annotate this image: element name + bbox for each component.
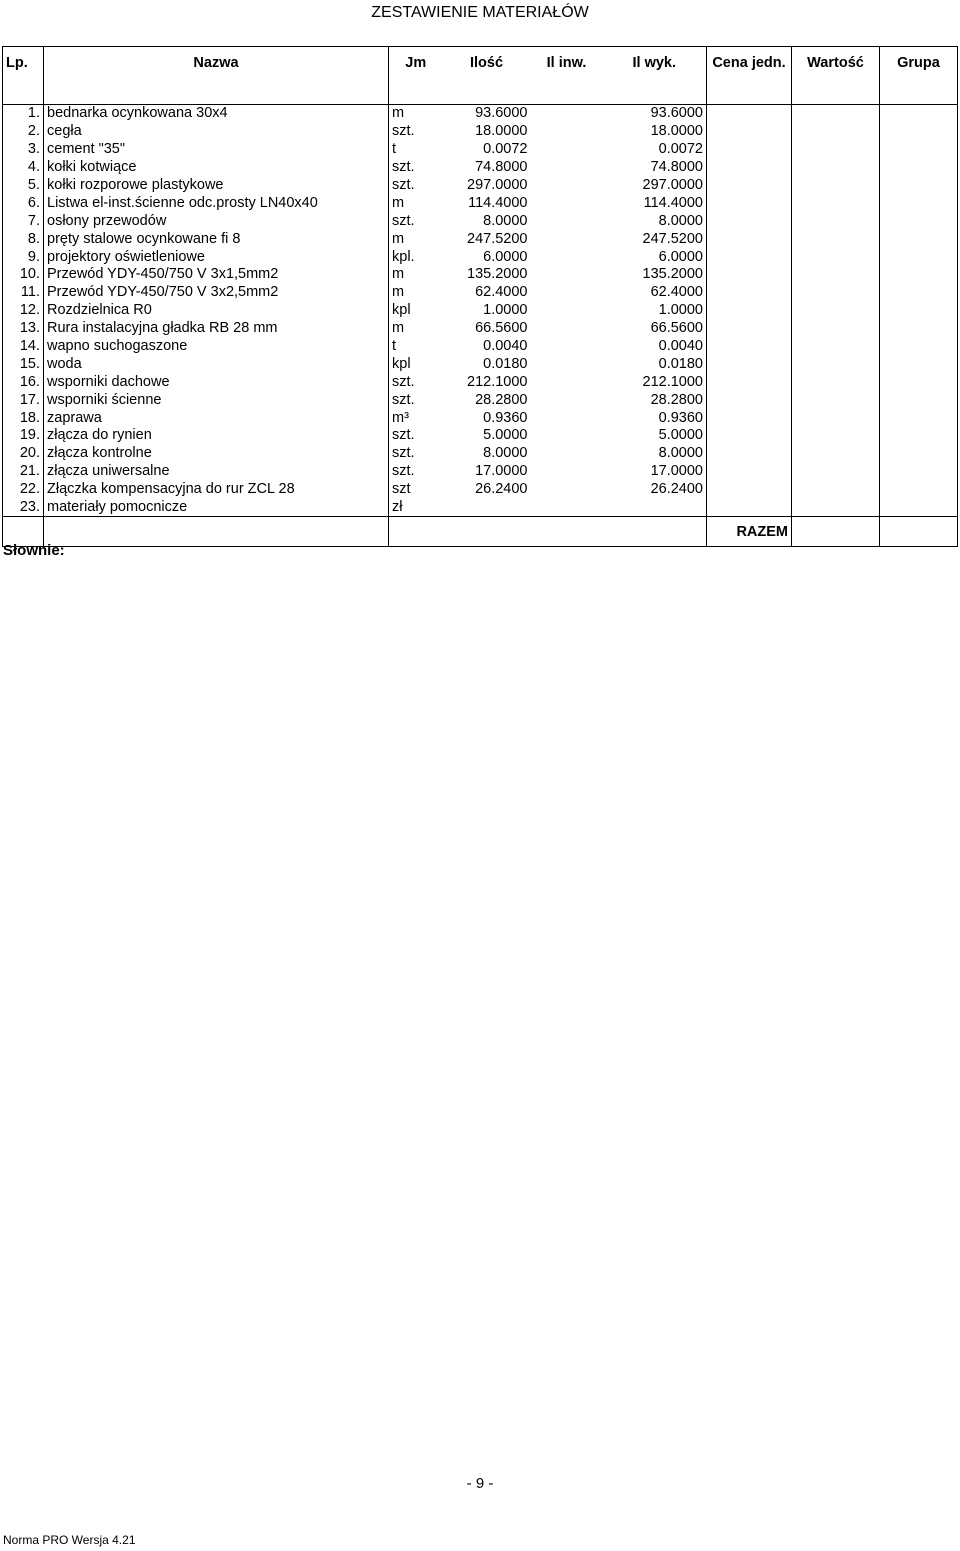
- cell-il-inw: [531, 481, 603, 499]
- cell-ilosc: 135.2000: [467, 266, 528, 283]
- cell-nazwa: wapno suchogaszone: [47, 338, 188, 355]
- table-row: [3, 266, 958, 284]
- cell-grupa: [880, 284, 958, 302]
- cell-nazwa: kołki rozporowe plastykowe: [47, 177, 224, 193]
- total-cell: [443, 517, 531, 547]
- cell-il-wyk: 18.0000: [650, 123, 703, 140]
- cell-grupa: [880, 320, 958, 338]
- cell-lp: 10.: [3, 266, 44, 284]
- cell-grupa: [880, 463, 958, 481]
- cell-il-wyk: 114.4000: [643, 194, 703, 211]
- table-row: [3, 373, 958, 391]
- cell-jm: m: [389, 105, 443, 123]
- cell-nazwa: cement "35": [47, 141, 126, 158]
- cell-wartosc: [792, 284, 880, 302]
- cell-nazwa: zaprawa: [47, 409, 102, 426]
- cell-lp: 16.: [3, 373, 44, 391]
- cell-il-inw: [531, 355, 603, 373]
- cell-cena: [707, 177, 792, 195]
- cell-il-wyk: 74.8000: [650, 159, 703, 176]
- total-cell: [880, 517, 958, 547]
- cell-lp: 21.: [3, 463, 44, 481]
- cell-ilosc: 0.0072: [483, 141, 528, 158]
- materials-table: [2, 46, 958, 547]
- cell-ilosc: 62.4000: [475, 284, 528, 301]
- cell-wartosc: [792, 212, 880, 230]
- header-cena-label: Cena jedn.: [712, 55, 786, 71]
- cell-nazwa: bednarka ocynkowana 30x4: [47, 105, 228, 122]
- total-label: RAZEM: [707, 517, 792, 547]
- table-body: [3, 105, 958, 547]
- cell-lp: 12.: [3, 302, 44, 320]
- cell-nazwa: złącza uniwersalne: [47, 463, 170, 480]
- cell-jm: kpl: [389, 302, 443, 320]
- cell-cena: [707, 194, 792, 212]
- footer-version: Norma PRO Wersja 4.21: [3, 1533, 136, 1547]
- cell-il-wyk: 17.0000: [650, 463, 703, 480]
- cell-grupa: [880, 266, 958, 284]
- cell-il-inw: [531, 391, 603, 409]
- header-lp: Lp.: [3, 47, 44, 105]
- cell-wartosc: [792, 248, 880, 266]
- cell-il-inw: [531, 445, 603, 463]
- cell-lp: 7.: [3, 212, 44, 230]
- table-row: [3, 409, 958, 427]
- cell-cena: [707, 463, 792, 481]
- total-row: [3, 517, 958, 547]
- total-cell: [389, 517, 443, 547]
- cell-grupa: [880, 445, 958, 463]
- cell-cena: [707, 123, 792, 141]
- cell-il-wyk: 0.0180: [658, 355, 703, 372]
- document-title: ZESTAWIENIE MATERIAŁÓW: [371, 4, 589, 21]
- table-row: [3, 302, 958, 320]
- cell-il-inw: [531, 338, 603, 356]
- cell-wartosc: [792, 481, 880, 499]
- cell-il-inw: [531, 194, 603, 212]
- cell-wartosc: [792, 338, 880, 356]
- cell-grupa: [880, 230, 958, 248]
- cell-cena: [707, 302, 792, 320]
- cell-ilosc: [443, 499, 531, 517]
- cell-il-wyk: 0.9360: [658, 409, 703, 426]
- cell-grupa: [880, 248, 958, 266]
- cell-nazwa: Przewód YDY-450/750 V 3x2,5mm2: [47, 284, 279, 301]
- cell-grupa: [880, 177, 958, 195]
- cell-ilosc: 0.9360: [483, 409, 528, 426]
- cell-il-wyk: 66.5600: [650, 320, 703, 337]
- cell-il-wyk: 62.4000: [650, 284, 703, 301]
- cell-il-inw: [531, 212, 603, 230]
- cell-ilosc: 212.1000: [467, 373, 528, 390]
- slownie-label: Słownie:: [3, 542, 65, 559]
- cell-wartosc: [792, 123, 880, 141]
- cell-ilosc: 5.0000: [483, 427, 528, 444]
- cell-jm: kpl: [389, 355, 443, 373]
- cell-jm: kpl.: [389, 248, 443, 266]
- cell-il-inw: [531, 159, 603, 177]
- cell-grupa: [880, 159, 958, 177]
- cell-nazwa: wsporniki dachowe: [47, 373, 170, 390]
- cell-ilosc: 66.5600: [475, 320, 528, 337]
- cell-il-wyk: 0.0072: [658, 141, 703, 158]
- cell-grupa: [880, 194, 958, 212]
- cell-il-inw: [531, 266, 603, 284]
- cell-nazwa: Złączka kompensacyjna do rur ZCL 28: [47, 481, 295, 498]
- header-wartosc: Wartość: [792, 47, 880, 105]
- cell-lp: 13.: [3, 320, 44, 338]
- cell-jm: szt.: [389, 177, 443, 195]
- cell-jm: szt.: [389, 445, 443, 463]
- cell-lp: 14.: [3, 338, 44, 356]
- header-ilosc: Ilość: [443, 47, 531, 105]
- cell-il-inw: [531, 123, 603, 141]
- cell-il-inw: [531, 141, 603, 159]
- total-cell: [531, 517, 603, 547]
- cell-grupa: [880, 391, 958, 409]
- cell-wartosc: [792, 463, 880, 481]
- table-row: [3, 177, 958, 195]
- cell-jm: szt.: [389, 391, 443, 409]
- cell-cena: [707, 212, 792, 230]
- cell-nazwa: złącza do rynien: [47, 427, 152, 444]
- cell-grupa: [880, 302, 958, 320]
- cell-nazwa: osłony przewodów: [47, 212, 167, 229]
- cell-grupa: [880, 338, 958, 356]
- cell-nazwa: złącza kontrolne: [47, 445, 152, 462]
- cell-lp: 6.: [3, 194, 44, 212]
- cell-wartosc: [792, 320, 880, 338]
- cell-il-wyk: [603, 499, 707, 517]
- total-cell: [792, 517, 880, 547]
- cell-nazwa: projektory oświetleniowe: [47, 248, 205, 265]
- cell-lp: 5.: [3, 177, 44, 195]
- cell-jm: t: [389, 141, 443, 159]
- cell-grupa: [880, 373, 958, 391]
- cell-lp: 15.: [3, 355, 44, 373]
- cell-wartosc: [792, 409, 880, 427]
- cell-lp: 18.: [3, 409, 44, 427]
- cell-il-inw: [531, 284, 603, 302]
- cell-jm: szt.: [389, 123, 443, 141]
- cell-lp: 17.: [3, 391, 44, 409]
- table-row: [3, 284, 958, 302]
- cell-cena: [707, 266, 792, 284]
- cell-il-wyk: 212.1000: [642, 373, 703, 390]
- cell-cena: [707, 105, 792, 123]
- header-il-inw: Il inw.: [531, 47, 603, 105]
- cell-cena: [707, 391, 792, 409]
- table-row: [3, 248, 958, 266]
- cell-il-wyk: 26.2400: [650, 481, 703, 498]
- cell-il-wyk: 1.0000: [658, 302, 703, 319]
- cell-il-inw: [531, 463, 603, 481]
- cell-ilosc: 74.8000: [475, 159, 528, 176]
- cell-il-inw: [531, 373, 603, 391]
- header-cena-jedn: [707, 47, 792, 105]
- cell-grupa: [880, 212, 958, 230]
- cell-il-wyk: 8.0000: [658, 445, 703, 462]
- cell-cena: [707, 284, 792, 302]
- cell-wartosc: [792, 391, 880, 409]
- cell-cena: [707, 338, 792, 356]
- cell-lp: 23.: [3, 499, 44, 517]
- cell-lp: 9.: [3, 248, 44, 266]
- table-row: [3, 141, 958, 159]
- cell-il-wyk: 8.0000: [658, 212, 703, 229]
- cell-nazwa: kołki kotwiące: [47, 159, 137, 176]
- cell-jm: szt.: [389, 463, 443, 481]
- cell-jm: t: [389, 338, 443, 356]
- cell-grupa: [880, 409, 958, 427]
- cell-jm: m: [389, 266, 443, 284]
- cell-jm: szt.: [389, 159, 443, 177]
- cell-ilosc: 26.2400: [475, 481, 528, 498]
- cell-wartosc: [792, 373, 880, 391]
- cell-ilosc: 8.0000: [483, 445, 528, 462]
- cell-wartosc: [792, 159, 880, 177]
- cell-ilosc: 0.0180: [483, 355, 528, 372]
- cell-nazwa: cegła: [47, 123, 82, 140]
- table-row: [3, 445, 958, 463]
- cell-nazwa: pręty stalowe ocynkowane fi 8: [47, 230, 241, 247]
- cell-cena: [707, 141, 792, 159]
- cell-il-wyk: 297.0000: [642, 177, 703, 193]
- cell-wartosc: [792, 194, 880, 212]
- cell-il-inw: [531, 302, 603, 320]
- cell-jm: szt.: [389, 373, 443, 391]
- cell-lp: 22.: [3, 481, 44, 499]
- cell-lp: 20.: [3, 445, 44, 463]
- cell-wartosc: [792, 105, 880, 123]
- cell-il-inw: [531, 427, 603, 445]
- cell-wartosc: [792, 355, 880, 373]
- cell-nazwa: materiały pomocnicze: [44, 499, 389, 517]
- cell-il-wyk: 247.5200: [642, 230, 703, 247]
- cell-wartosc: [792, 302, 880, 320]
- cell-il-inw: [531, 248, 603, 266]
- table-row: [3, 230, 958, 248]
- cell-wartosc: [792, 427, 880, 445]
- cell-grupa: [880, 481, 958, 499]
- cell-cena: [707, 373, 792, 391]
- cell-ilosc: 247.5200: [467, 230, 528, 247]
- cell-cena: [707, 355, 792, 373]
- cell-jm: m: [389, 194, 443, 212]
- table-row: [3, 427, 958, 445]
- cell-jm: m³: [389, 409, 443, 427]
- cell-cena: [707, 320, 792, 338]
- cell-il-wyk: 135.2000: [642, 266, 703, 283]
- cell-grupa: [880, 105, 958, 123]
- cell-ilosc: 8.0000: [483, 212, 528, 229]
- table-row: [3, 212, 958, 230]
- cell-grupa: [880, 355, 958, 373]
- cell-grupa: [880, 141, 958, 159]
- cell-wartosc: [792, 266, 880, 284]
- table-row: [3, 159, 958, 177]
- cell-il-inw: [531, 320, 603, 338]
- cell-il-wyk: 28.2800: [650, 391, 703, 408]
- table-row: [3, 463, 958, 481]
- cell-cena: [707, 409, 792, 427]
- cell-lp: 8.: [3, 230, 44, 248]
- cell-il-inw: [531, 105, 603, 123]
- cell-nazwa: wsporniki ścienne: [47, 391, 162, 408]
- header-jm: Jm: [389, 47, 443, 105]
- table-row: [3, 105, 958, 123]
- cell-cena: [707, 159, 792, 177]
- header-nazwa: Nazwa: [44, 47, 389, 105]
- cell-lp: 2.: [3, 123, 44, 141]
- cell-ilosc: 0.0040: [483, 338, 528, 355]
- cell-il-inw: [531, 230, 603, 248]
- cell-jm: zł: [389, 499, 443, 517]
- header-grupa: Grupa: [880, 47, 958, 105]
- cell-il-wyk: 5.0000: [658, 427, 703, 444]
- table-row: [3, 355, 958, 373]
- cell-wartosc: [792, 499, 880, 517]
- cell-wartosc: [792, 177, 880, 195]
- cell-ilosc: 17.0000: [475, 463, 528, 480]
- total-cell: [44, 517, 389, 547]
- cell-cena: [707, 499, 792, 517]
- cell-lp: 19.: [3, 427, 44, 445]
- table-row: [3, 320, 958, 338]
- cell-ilosc: 114.4000: [468, 194, 528, 211]
- cell-ilosc: 6.0000: [483, 248, 528, 265]
- cell-il-wyk: 93.6000: [650, 105, 703, 122]
- cell-nazwa: Rura instalacyjna gładka RB 28 mm: [47, 320, 278, 337]
- cell-ilosc: 297.0000: [467, 177, 528, 193]
- cell-jm: szt.: [389, 212, 443, 230]
- cell-jm: m: [389, 320, 443, 338]
- cell-jm: szt: [389, 481, 443, 499]
- table-row: [3, 194, 958, 212]
- cell-il-wyk: 0.0040: [658, 338, 703, 355]
- cell-nazwa: woda: [47, 355, 82, 372]
- cell-jm: m: [389, 284, 443, 302]
- cell-cena: [707, 230, 792, 248]
- cell-wartosc: [792, 141, 880, 159]
- cell-il-inw: [531, 177, 603, 195]
- cell-lp: 1.: [3, 105, 44, 123]
- table-row: [3, 481, 958, 499]
- cell-nazwa: Listwa el-inst.ścienne odc.prosty LN40x40: [47, 194, 318, 211]
- cell-il-inw: [531, 409, 603, 427]
- table-row: [3, 338, 958, 356]
- cell-ilosc: 28.2800: [475, 391, 528, 408]
- cell-grupa: [880, 427, 958, 445]
- cell-il-wyk: 6.0000: [658, 248, 703, 265]
- cell-lp: 11.: [3, 284, 44, 302]
- cell-ilosc: 93.6000: [475, 105, 528, 122]
- cell-cena: [707, 481, 792, 499]
- table-row: [3, 499, 958, 517]
- table-header-row: [3, 47, 958, 105]
- cell-grupa: [880, 499, 958, 517]
- cell-lp: 4.: [3, 159, 44, 177]
- total-cell: [603, 517, 707, 547]
- cell-ilosc: 18.0000: [475, 123, 528, 140]
- cell-jm: m: [389, 230, 443, 248]
- cell-lp: 3.: [3, 141, 44, 159]
- cell-wartosc: [792, 445, 880, 463]
- cell-wartosc: [792, 230, 880, 248]
- cell-grupa: [880, 123, 958, 141]
- cell-nazwa: Rozdzielnica R0: [47, 302, 152, 319]
- page-number: - 9 -: [466, 1475, 494, 1492]
- cell-nazwa: Przewód YDY-450/750 V 3x1,5mm2: [47, 266, 279, 283]
- cell-il-inw: [531, 499, 603, 517]
- table-row: [3, 391, 958, 409]
- cell-cena: [707, 248, 792, 266]
- cell-jm: szt.: [389, 427, 443, 445]
- table-row: [3, 123, 958, 141]
- cell-cena: [707, 445, 792, 463]
- cell-ilosc: 1.0000: [483, 302, 528, 319]
- cell-cena: [707, 427, 792, 445]
- header-il-wyk: Il wyk.: [603, 47, 707, 105]
